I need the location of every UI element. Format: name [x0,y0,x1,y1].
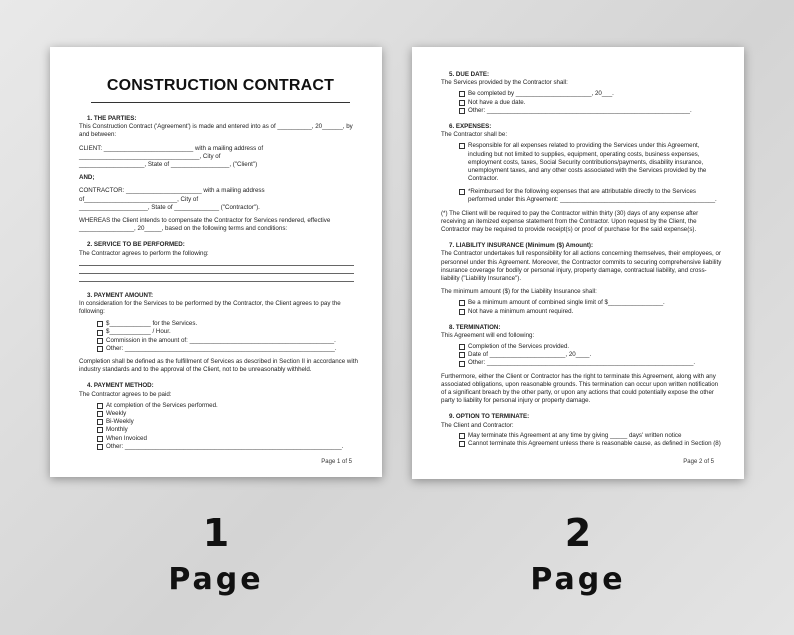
section-heading-payment-amount: 3. PAYMENT AMOUNT: [87,291,154,299]
caption-word: Page [530,562,626,597]
checkbox-option[interactable]: Monthly [97,426,362,434]
checkbox-icon[interactable] [459,441,465,447]
checkbox-icon[interactable] [97,436,103,442]
checkbox-option[interactable]: Completion of the Services provided. [459,343,724,351]
checkbox-icon[interactable] [97,403,103,409]
parties-paragraph: This Construction Contract ('Agreement') is made and entered into as of __________, 20______, by and between: [79,123,353,139]
checkbox-option[interactable]: *Reimbursed for the following expenses that are attributable directly to the Services performed under this Agreement: _____________________________________________. [459,188,724,204]
checkbox-icon[interactable] [459,189,465,195]
expenses-paragraph: The Contractor shall be: [441,131,508,139]
checkbox-icon[interactable] [459,344,465,350]
checkbox-option[interactable]: $____________ / Hour. [97,328,362,336]
termination-furthermore-paragraph: Furthermore, either the Client or Contractor has the right to terminate this Agreement, along with any associated obligations, upon reasonable grounds. This termination can occur upon written notification of a significant breach by the other party, or upon any actions that could potentially expose the other party to liability for personal injury or property damage. [441,372,719,405]
checkbox-option[interactable]: Be completed by ______________________, 20___. [459,90,724,98]
checkbox-option[interactable]: Other: ___________________________________________________________. [459,107,724,115]
checkbox-icon[interactable] [459,100,465,106]
and-label: AND; [79,174,95,182]
checkbox-option[interactable]: Responsible for all expenses related to providing the Services under this Agreement, including but not limited to supplies, equipment, operating costs, business expenses, employment costs, taxes, Social Security contributions/payments, disability insurance, unemployment taxes, and any other costs associated with the Services provided by the Contractor. [459,142,724,183]
checkbox-option[interactable]: Weekly [97,410,362,418]
checkbox-option[interactable]: Other: ____________________________________________________________. [459,359,724,367]
page-count-caption-2 [498,513,658,597]
checkbox-icon[interactable] [97,419,103,425]
checkbox-icon[interactable] [459,143,465,149]
due-date-paragraph: The Services provided by the Contractor shall: [441,79,568,87]
page-number: Page 2 of 5 [683,459,714,465]
page-number: Page 1 of 5 [321,459,352,465]
document-page-2 [412,47,744,479]
payment-method-paragraph: The Contractor agrees to be paid: [79,390,172,398]
checkbox-option[interactable]: Commission in the amount of: __________________________________________. [97,337,362,345]
checkbox-option[interactable]: Other: _____________________________________________________________. [97,345,362,353]
page-count-caption-1 [136,513,296,597]
caption-word: Page [168,562,264,597]
section-heading-option-to-terminate: 9. OPTION TO TERMINATE: [449,413,530,421]
checkbox-icon[interactable] [459,300,465,306]
checkbox-icon[interactable] [97,321,103,327]
section-heading-due-date: 5. DUE DATE: [449,71,490,78]
checkbox-icon[interactable] [459,108,465,114]
contractor-line-2: ____________________, State of _____________ ("Contractor"). [79,203,260,211]
caption-number: 1 [202,511,230,555]
checkbox-option[interactable]: Date of ______________________, 20____. [459,351,724,359]
checkbox-icon[interactable] [97,411,103,417]
liability-paragraph: The Contractor undertakes full responsibility for all actions concerning themselves, their employees, or personnel under this Agreement. Moreover, the Contractor commits to securing comprehensive liability insurance coverage for bodily or personal injury, property damage, contractual liability, and cross-liability ("Liability Insurance"). [441,250,722,282]
checkbox-icon[interactable] [459,309,465,315]
section-heading-termination: 8. TERMINATION: [449,323,501,331]
checkbox-option[interactable]: Other: _______________________________________________________________. [97,443,362,451]
checkbox-icon[interactable] [97,338,103,344]
blank-line [79,266,354,274]
document-page-1 [50,47,382,477]
checkbox-icon[interactable] [459,91,465,97]
section-heading-liability-insurance: 7. LIABILITY INSURANCE (Minimum ($) Amount): [449,242,594,250]
payment-amount-paragraph: In consideration for the Services to be performed by the Contractor, the Client agrees to pay the following: [79,299,341,316]
section-heading-payment-method: 4. PAYMENT METHOD: [87,382,154,390]
option-to-terminate-paragraph: The Client and Contractor: [441,421,514,429]
termination-paragraph: This Agreement will end following: [441,331,535,339]
title-divider [91,102,350,103]
document-title: CONSTRUCTION CONTRACT [106,77,335,94]
client-line-2: ___________________, State of _________________, ("Client") [79,161,258,169]
whereas-paragraph: WHEREAS the Client intends to compensate the Contractor for Services rendered, effective ________________, 20_____, based on the following terms and conditions: [79,216,331,233]
checkbox-icon[interactable] [459,352,465,358]
checkbox-icon[interactable] [97,346,103,352]
checkbox-option[interactable]: At completion of the Services performed. [97,402,362,410]
checkbox-option[interactable]: When Invoiced [97,435,362,443]
section-heading-expenses: 6. EXPENSES: [449,122,492,130]
completion-paragraph: Completion shall be defined as the fulfillment of Services as described in Section II in accordance with industry standards and to the approval of the Client, not to be unreasonably withheld. [79,358,358,374]
service-paragraph: The Contractor agrees to perform the following: [79,249,209,257]
checkbox-option[interactable]: Bi-Weekly [97,418,362,426]
contractor-line-1: CONTRACTOR: ______________________ with a mailing address of___________________________, City of [79,187,265,203]
checkbox-icon[interactable] [97,444,103,450]
checkbox-icon[interactable] [97,330,103,336]
checkbox-option[interactable]: Not have a minimum amount required. [459,308,724,316]
checkbox-option[interactable]: May terminate this Agreement at any time by giving _____ days' written notice [459,432,724,440]
section-heading-service: 2. SERVICE TO BE PERFORMED: [87,241,185,249]
blank-line [79,274,354,282]
caption-number: 2 [564,511,592,555]
client-line-1: CLIENT: __________________________ with a mailing address of ___________________________________, City of [79,144,264,160]
checkbox-icon[interactable] [459,433,465,439]
section-heading-parties: 1. THE PARTIES: [87,115,137,123]
checkbox-option[interactable]: Not have a due date. [459,99,724,107]
checkbox-icon[interactable] [97,427,103,433]
checkbox-option[interactable]: Be a minimum amount of combined single limit of $________________. [459,299,724,307]
liability-minimum-paragraph: The minimum amount ($) for the Liability Insurance shall: [441,288,597,296]
checkbox-icon[interactable] [459,361,465,367]
blank-line [79,258,354,266]
expenses-note: (*) The Client will be required to pay the Contractor within thirty (30) days of any expense after receiving an itemized expense statement from the Contractor. Upon request by the Client, the Contractor may be required to provide receipt(s) or proof of purchase for the said expense(s). [441,209,699,233]
checkbox-option[interactable]: $____________ for the Services. [97,320,362,328]
checkbox-option[interactable]: Cannot terminate this Agreement unless there is reasonable cause, as defined in Section (8) [459,440,724,448]
